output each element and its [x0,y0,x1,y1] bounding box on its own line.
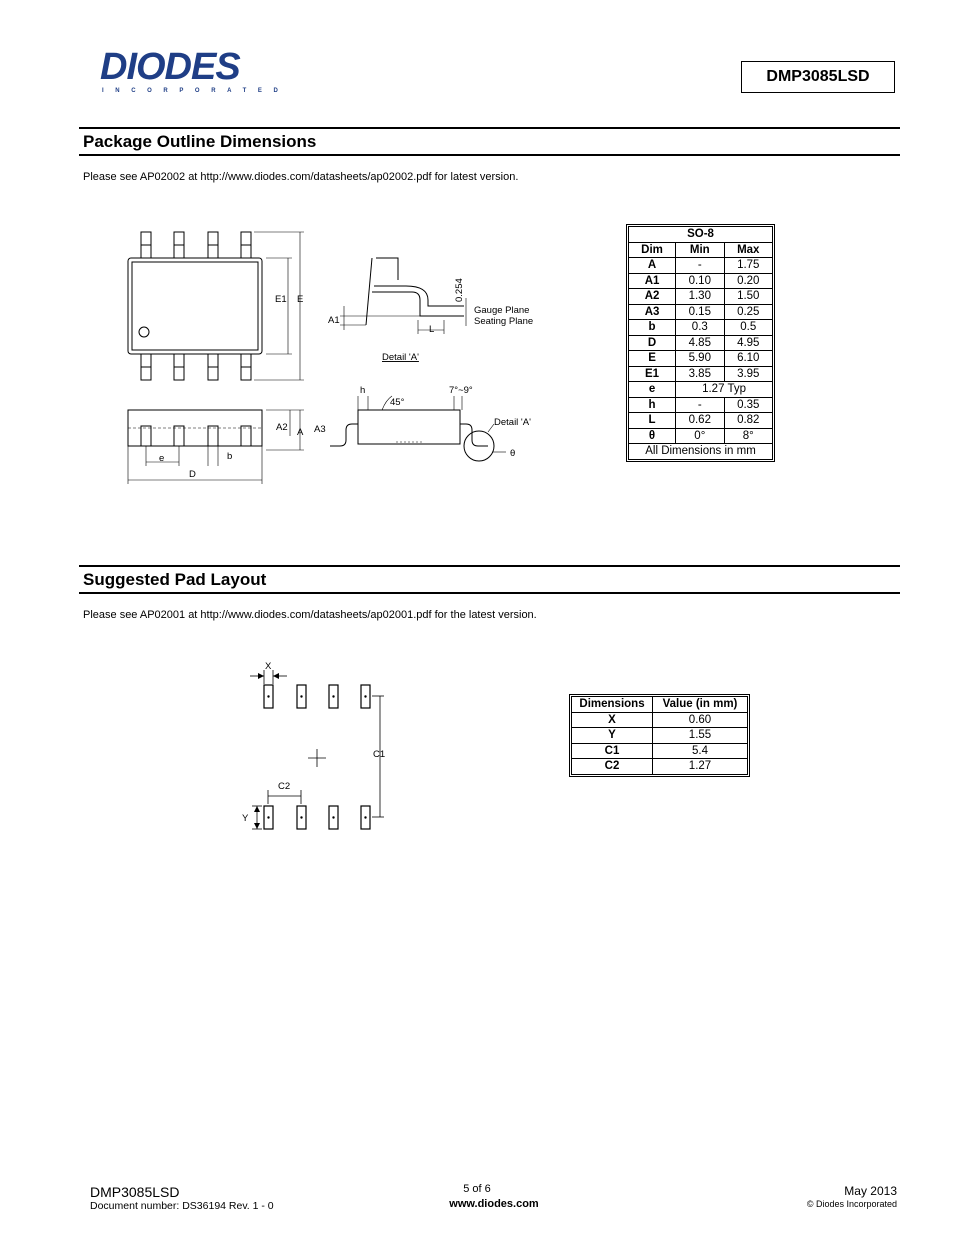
label-gauge-plane: Gauge Plane [474,305,530,316]
cell-dim: E [629,351,676,367]
logo-subtext: INCORPORATED [102,88,290,94]
part-number-box: DMP3085LSD [741,61,895,93]
cell-min: 1.30 [676,289,724,305]
cell-max: 0.35 [724,397,772,413]
section-rule-top [79,565,900,567]
label-Y: Y [242,813,249,824]
cell-dim: A1 [629,273,676,289]
cell-dim: Y [572,728,653,744]
pad-layout-drawing [0,640,560,860]
label-b: b [227,451,233,462]
cell-max: 8° [724,428,772,444]
table-row [629,413,773,429]
cell-dim: A [629,258,676,274]
pad-dimension-table [569,694,750,777]
footer-page: 5 of 6 [463,1183,491,1195]
cell-value: 5.4 [653,743,748,759]
so8-header-max: Max [724,242,772,258]
table-row [629,335,773,351]
cell-min: 4.85 [676,335,724,351]
pad-header-value: Value (in mm) [653,697,748,713]
label-theta: θ [510,448,516,459]
table-row [629,428,773,444]
label-C1: C1 [373,749,386,760]
cell-min: - [676,397,724,413]
table-row [572,712,748,728]
cell-dim: D [629,335,676,351]
package-outline-drawing [0,0,954,560]
label-E: E [297,294,304,305]
cell-min: 0.10 [676,273,724,289]
cell-max: 0.20 [724,273,772,289]
cell-max: 1.50 [724,289,772,305]
cell-span: 1.27 Typ [676,382,773,398]
cell-min: 0.62 [676,413,724,429]
section-title-outline: Package Outline Dimensions [83,132,317,151]
label-A2: A2 [276,422,288,433]
cell-min: 3.85 [676,366,724,382]
label-seating-plane: Seating Plane [474,316,534,327]
so8-header-min: Min [676,242,724,258]
footer-part: DMP3085LSD [90,1184,180,1200]
cell-dim: C2 [572,759,653,775]
outline-note: Please see AP02002 at http://www.diodes.com/datasheets/ap02002.pdf for latest version. [83,171,519,183]
cell-max: 0.82 [724,413,772,429]
label-C2: C2 [278,781,291,792]
cell-value: 1.55 [653,728,748,744]
table-row [629,258,773,274]
footer-date: May 2013 [844,1184,897,1198]
cell-dim: θ [629,428,676,444]
cell-dim: A2 [629,289,676,305]
cell-dim: X [572,712,653,728]
so8-table-title: SO-8 [629,227,773,243]
cell-dim: L [629,413,676,429]
pad-note: Please see AP02001 at http://www.diodes.com/datasheets/ap02001.pdf for the latest version. [83,609,537,621]
table-row [629,273,773,289]
table-row [629,320,773,336]
label-detail-a-top: Detail 'A' [382,352,419,363]
cell-min: 5.90 [676,351,724,367]
cell-max: 0.25 [724,304,772,320]
label-e: e [159,453,165,464]
label-X: X [265,661,272,672]
section-rule-bottom [79,592,900,594]
cell-min: 0.3 [676,320,724,336]
cell-value: 0.60 [653,712,748,728]
footer-copyright: © Diodes Incorporated [806,1199,897,1209]
label-A1: A1 [328,315,340,326]
cell-dim: E1 [629,366,676,382]
table-row [572,759,748,775]
logo-text: DIODES [100,46,240,88]
cell-dim: C1 [572,743,653,759]
cell-dim: h [629,397,676,413]
pad-header-dim: Dimensions [572,697,653,713]
label-A3: A3 [314,424,326,435]
footer-website: www.diodes.com [449,1198,539,1210]
table-row [629,382,773,398]
cell-max: 4.95 [724,335,772,351]
so8-header-dim: Dim [629,242,676,258]
label-detail-a-side: Detail 'A' [494,417,531,428]
section-title-pad: Suggested Pad Layout [83,570,267,589]
table-row [629,351,773,367]
cell-dim: A3 [629,304,676,320]
table-row [629,397,773,413]
cell-dim: b [629,320,676,336]
label-45deg: 45° [390,397,405,408]
cell-min: 0.15 [676,304,724,320]
label-L: L [429,324,435,335]
table-row [572,743,748,759]
cell-min: - [676,258,724,274]
so8-table-footer: All Dimensions in mm [629,444,773,460]
table-row [629,304,773,320]
cell-value: 1.27 [653,759,748,775]
label-gauge: 0.254 [454,278,465,302]
so8-dimension-table [626,224,775,462]
table-row [572,728,748,744]
cell-max: 0.5 [724,320,772,336]
cell-dim: e [629,382,676,398]
cell-max: 1.75 [724,258,772,274]
footer-doc-number: Document number: DS36194 Rev. 1 - 0 [90,1200,274,1212]
cell-min: 0° [676,428,724,444]
cell-max: 3.95 [724,366,772,382]
label-E1: E1 [275,294,287,305]
label-A: A [297,427,304,438]
label-D: D [189,469,196,480]
table-row [629,366,773,382]
label-h: h [360,385,366,396]
table-row [629,289,773,305]
label-angle: 7°~9° [449,385,473,396]
cell-max: 6.10 [724,351,772,367]
